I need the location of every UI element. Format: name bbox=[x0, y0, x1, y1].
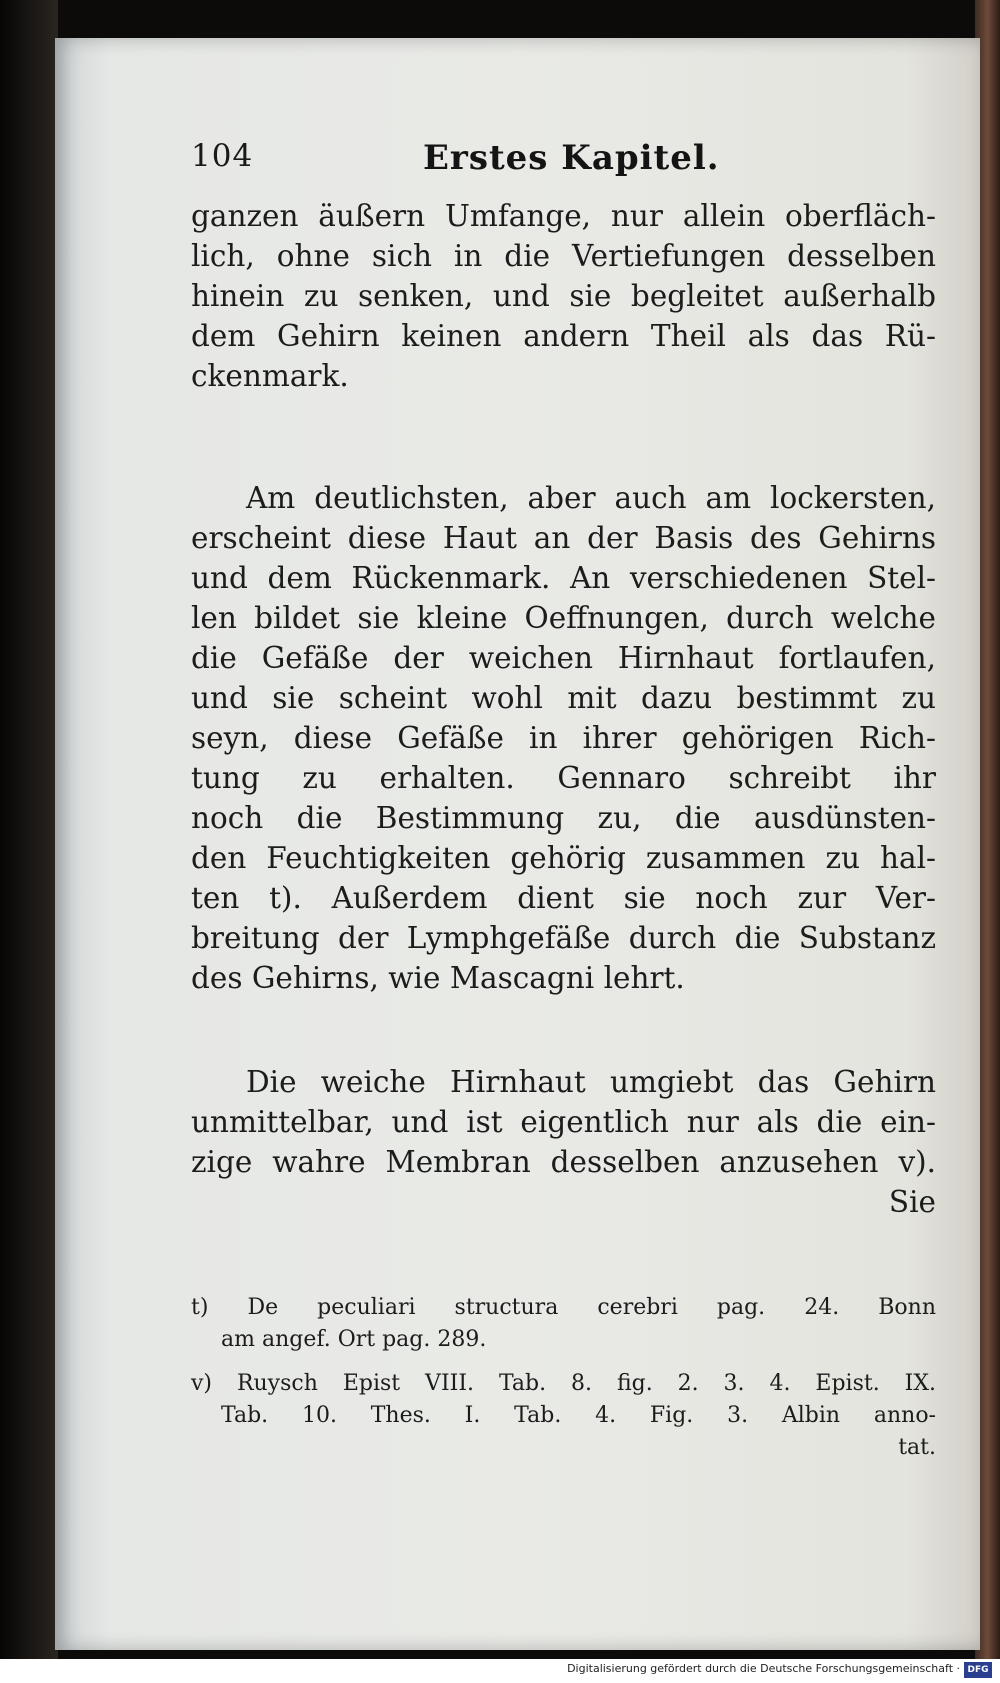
text-line: den Feuchtigkeiten gehörig zusammen zu hal- bbox=[191, 841, 936, 875]
text-line: Am deutlichsten, aber auch am lockersten, bbox=[246, 481, 936, 515]
paragraph-3 bbox=[191, 1062, 936, 1222]
text-line: die Gefäße der weichen Hirnhaut fortlaufen, bbox=[191, 641, 936, 675]
digitization-footer bbox=[0, 1659, 1000, 1683]
catchword: Sie bbox=[888, 1185, 936, 1219]
running-title: Erstes Kapitel. bbox=[423, 138, 720, 178]
text-line: ganzen äußern Umfange, nur allein oberfläch- bbox=[191, 199, 936, 233]
page-header bbox=[191, 138, 936, 188]
page-number: 104 bbox=[191, 138, 254, 174]
footnote-line: Tab. 10. Thes. I. Tab. 4. Fig. 3. Albin anno- bbox=[221, 1403, 936, 1428]
text-line: noch die Bestimmung zu, die ausdünsten- bbox=[191, 801, 936, 835]
text-line: ckenmark. bbox=[191, 359, 349, 393]
text-line: und dem Rückenmark. An verschiedenen Stel- bbox=[191, 561, 936, 595]
text-line: breitung der Lymphgefäße durch die Substanz bbox=[191, 921, 936, 955]
text-line: seyn, diese Gefäße in ihrer gehörigen Rich- bbox=[191, 721, 936, 755]
footnotes bbox=[191, 1292, 936, 1464]
book-spine-shadow bbox=[0, 0, 58, 1683]
text-line: tung zu erhalten. Gennaro schreibt ihr bbox=[191, 761, 936, 795]
footnote-line: tat. bbox=[898, 1435, 936, 1460]
funding-credit: Digitalisierung gefördert durch die Deutsche Forschungsgemeinschaft · bbox=[567, 1662, 960, 1675]
dfg-logo-icon: DFG bbox=[964, 1662, 992, 1678]
text-line: und sie scheint wohl mit dazu bestimmt zu bbox=[191, 681, 936, 715]
text-line: Die weiche Hirnhaut umgiebt das Gehirn bbox=[246, 1065, 936, 1099]
text-line: dem Gehirn keinen andern Theil als das Rü- bbox=[191, 319, 936, 353]
text-line: erscheint diese Haut an der Basis des Gehirns bbox=[191, 521, 936, 555]
text-line: zige wahre Membran desselben anzusehen v). bbox=[191, 1145, 936, 1179]
text-line: len bildet sie kleine Oeffnungen, durch welche bbox=[191, 601, 936, 635]
text-line: lich, ohne sich in die Vertiefungen desselben bbox=[191, 239, 936, 273]
text-line: ten t). Außerdem dient sie noch zur Ver- bbox=[191, 881, 936, 915]
text-line: unmittelbar, und ist eigentlich nur als die ein- bbox=[191, 1105, 936, 1139]
paragraph-2 bbox=[191, 478, 936, 998]
footnote-line: t) De peculiari structura cerebri pag. 24. Bonn bbox=[191, 1295, 936, 1320]
text-line: hinein zu senken, und sie begleitet außerhalb bbox=[191, 279, 936, 313]
paragraph-1 bbox=[191, 196, 936, 396]
footnote-line: v) Ruysch Epist VIII. Tab. 8. fig. 2. 3. 4. Epist. IX. bbox=[191, 1371, 936, 1396]
text-line: des Gehirns, wie Mascagni lehrt. bbox=[191, 961, 685, 995]
footnote-line: am angef. Ort pag. 289. bbox=[221, 1327, 487, 1352]
